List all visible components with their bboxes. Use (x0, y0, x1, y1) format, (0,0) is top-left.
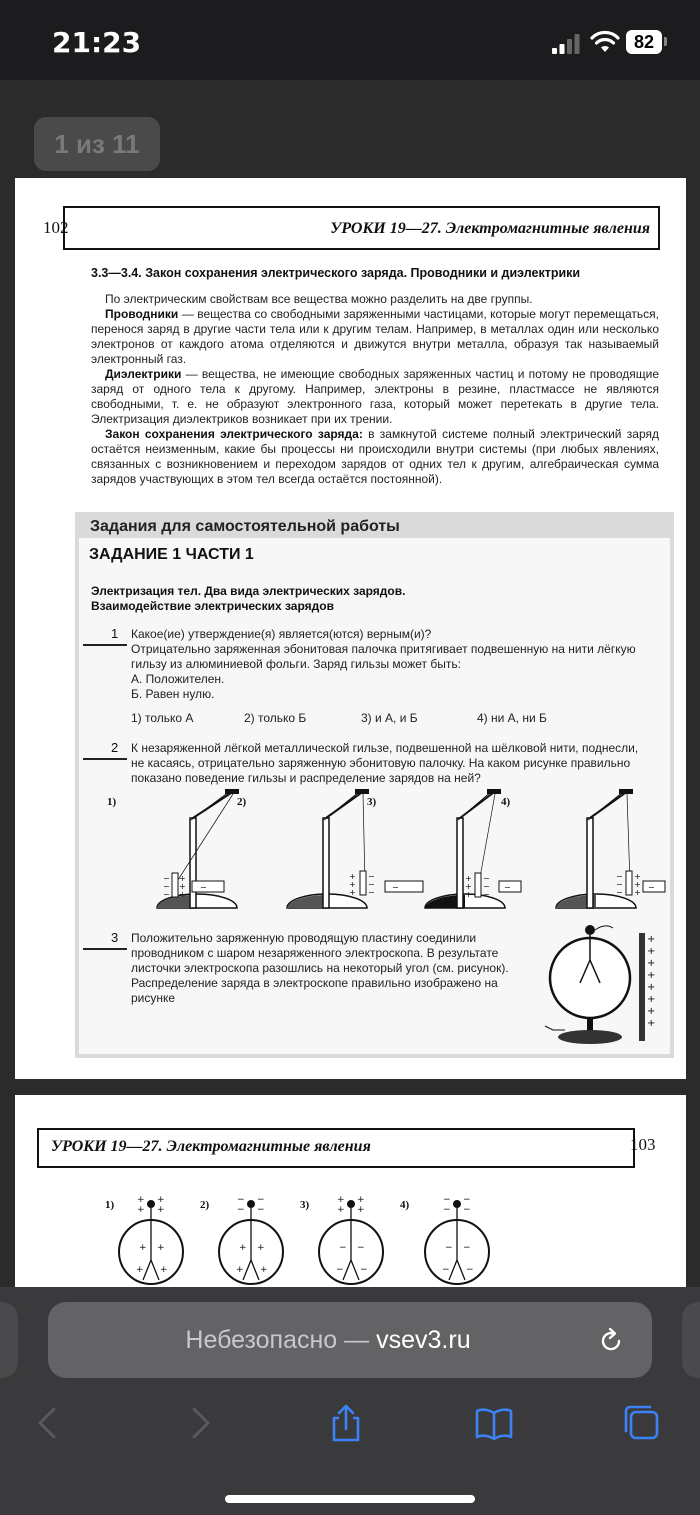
question-1-rule (83, 644, 127, 646)
svg-text:−: − (163, 882, 170, 891)
svg-text:−: − (336, 1265, 344, 1275)
svg-text:+: + (179, 874, 186, 883)
question-1-line: А. Положителен. (131, 672, 225, 686)
svg-text:−: − (257, 1205, 265, 1215)
svg-text:+: + (647, 970, 656, 981)
svg-text:−: − (368, 888, 375, 897)
svg-text:+: + (157, 1195, 165, 1205)
svg-text:+: + (349, 872, 356, 881)
svg-text:−: − (368, 872, 375, 881)
question-3-text (131, 931, 527, 1006)
svg-text:+: + (634, 880, 641, 889)
url-security-label: Небезопасно — (185, 1326, 377, 1354)
figure-label: 1) (107, 796, 117, 808)
svg-text:+: + (157, 1205, 165, 1215)
term-conductors: Проводники (105, 307, 179, 321)
wifi-icon (590, 30, 620, 54)
tabs-icon[interactable] (622, 1403, 662, 1443)
page-number: 103 (630, 1135, 656, 1154)
svg-text:+: + (647, 982, 656, 993)
term-dielectrics: Диэлектрики (105, 367, 182, 381)
svg-text:+: + (337, 1205, 345, 1215)
svg-text:−: − (463, 1243, 471, 1253)
status-bar (0, 0, 700, 80)
svg-text:−: − (443, 1205, 451, 1215)
document-page-103 (15, 1095, 686, 1295)
battery-level: 82 (626, 30, 662, 54)
svg-text:−: − (237, 1195, 245, 1205)
question-3-rule (83, 948, 127, 950)
question-3-number: 3 (111, 930, 119, 945)
svg-text:+: + (160, 1265, 168, 1275)
electroscope-figure (535, 918, 665, 1048)
svg-text:+: + (137, 1205, 145, 1215)
forward-icon[interactable] (180, 1403, 220, 1443)
answer-option: 1) только А (131, 711, 194, 725)
subtopic-line-2: Взаимодействие электрических зарядов (91, 599, 334, 613)
bookmarks-icon[interactable] (474, 1403, 514, 1443)
svg-text:−: − (360, 1265, 368, 1275)
electroscope-option-1 (119, 1195, 183, 1284)
svg-text:−: − (257, 1195, 265, 1205)
svg-text:+: + (357, 1205, 365, 1215)
svg-text:−: − (463, 1195, 471, 1205)
svg-text:+: + (337, 1195, 345, 1205)
battery-cap (664, 37, 667, 46)
svg-text:+: + (647, 1006, 656, 1017)
figure-label: 3) (300, 1199, 310, 1211)
paragraph-law (91, 427, 659, 487)
next-tab-peek[interactable] (682, 1302, 700, 1378)
task-heading: ЗАДАНИЕ 1 ЧАСТИ 1 (89, 546, 254, 563)
page-number: 102 (43, 218, 69, 237)
svg-text:+: + (647, 946, 656, 957)
svg-text:+: + (260, 1265, 268, 1275)
svg-text:−: − (466, 1265, 474, 1275)
svg-text:−: − (445, 1243, 453, 1253)
page-header-title: УРОКИ 19—27. Электромагнитные явления (51, 1138, 371, 1155)
document-page-102 (15, 178, 686, 1079)
electroscope-option-2 (219, 1195, 283, 1284)
svg-text:+: + (179, 882, 186, 891)
svg-text:−: − (237, 1205, 245, 1215)
url-domain: vsev3.ru (376, 1326, 471, 1354)
status-time: 21:23 (52, 26, 142, 59)
svg-text:−: − (483, 890, 490, 899)
svg-text:−: − (200, 883, 207, 892)
svg-text:−: − (442, 1265, 450, 1275)
stand-figures (79, 788, 670, 918)
dielectrics-text: — вещества, не имеющие свободных заряженных частиц и потому не проводящие заряд от одного тела к другому. Например, электроны в резине, пластмассе не являются свободными, т. е. не образуют электронного газа, который может перетекать в другие тела. Электризация диэлектриков возникает при их трении. (91, 367, 659, 426)
question-1-number: 1 (111, 626, 119, 641)
svg-text:−: − (163, 874, 170, 883)
stand-figure-2 (287, 789, 423, 908)
svg-text:+: + (634, 888, 641, 897)
svg-text:+: + (139, 1243, 147, 1253)
page-counter: 1 из 11 (34, 117, 160, 171)
svg-text:−: − (392, 883, 399, 892)
svg-text:−: − (339, 1243, 347, 1253)
electroscope-option-4 (425, 1195, 489, 1284)
svg-text:+: + (465, 874, 472, 883)
svg-text:+: + (137, 1195, 145, 1205)
svg-text:+: + (647, 994, 656, 1005)
question-1-line: Какое(ие) утверждение(я) является(ются) верным(и)? (131, 627, 432, 641)
previous-tab-peek[interactable] (0, 1302, 18, 1378)
figure-label: 1) (105, 1199, 115, 1211)
browser-toolbar (0, 1287, 700, 1515)
svg-text:−: − (616, 880, 623, 889)
reload-icon[interactable] (596, 1326, 626, 1356)
svg-text:+: + (179, 890, 186, 899)
svg-text:+: + (465, 882, 472, 891)
term-law: Закон сохранения электрического заряда: (105, 427, 363, 441)
svg-text:−: − (463, 1205, 471, 1215)
home-indicator[interactable] (225, 1495, 475, 1503)
svg-text:+: + (349, 880, 356, 889)
svg-text:−: − (616, 872, 623, 881)
svg-text:+: + (349, 888, 356, 897)
question-1-line: Б. Равен нулю. (131, 687, 215, 701)
svg-text:+: + (357, 1195, 365, 1205)
section-title: 3.3—3.4. Закон сохранения электрического заряда. Проводники и диэлектрики (91, 266, 581, 280)
share-icon[interactable] (326, 1403, 366, 1443)
address-bar[interactable] (48, 1302, 652, 1378)
svg-text:+: + (236, 1265, 244, 1275)
svg-text:−: − (483, 874, 490, 883)
question-1-line: Отрицательно заряженная эбонитовая палочка притягивает подвешенную на нити лёгкую гильзу из алюминиевой фольги. Заряд гильзы может быть: (131, 642, 636, 671)
question-3-prompt: Распределение заряда в электроскопе правильно изображено на рисунке (131, 976, 498, 1005)
svg-text:−: − (357, 1243, 365, 1253)
figure-label: 4) (400, 1199, 410, 1211)
tasks-content (79, 538, 670, 1054)
svg-text:+: + (634, 872, 641, 881)
paragraph-intro: По электрическим свойствам все вещества можно разделить на две группы. (105, 292, 533, 306)
cellular-signal-icon (552, 34, 580, 54)
url-text[interactable] (48, 1302, 608, 1378)
law-text: в замкнутой системе полный электрический заряд остаётся неизменным, какие бы процессы ни происходили внутри системы (при любых явлениях, связанных с возникновением и переходом зарядов от одних тел к другим, алгебраическая сумма зарядов участвующих в этом тел всегда остаётся постоянной). (91, 427, 659, 486)
question-3-body: Положительно заряженную проводящую пластину соединили проводником с шаром незаряженного электроскопа. В результате листочки электроскопа разошлись на некоторый угол (см. рисунок). (131, 931, 509, 975)
stand-figure-3 (425, 789, 521, 908)
svg-text:+: + (465, 890, 472, 899)
tasks-block (75, 512, 674, 1058)
figure-label: 3) (367, 796, 377, 808)
conductors-text: — вещества со свободными заряженными частицами, которые могут перемещаться, перенося заряд в другие части тела или к другим телам. Например, в металлах один или несколько электронов от каждого атома отделяются и движутся внутри металла, образуя так называемый электронный газ. (91, 307, 659, 366)
electroscope-option-3 (319, 1195, 383, 1284)
figure-label: 2) (200, 1199, 210, 1211)
svg-text:+: + (157, 1243, 165, 1253)
subtopic-title (91, 584, 491, 614)
svg-text:−: − (368, 880, 375, 889)
electroscope-options (15, 1190, 686, 1295)
answer-option: 2) только Б (244, 711, 307, 725)
svg-text:−: − (616, 888, 623, 897)
answer-option: 3) и А, и Б (361, 711, 418, 725)
page-header-title: УРОКИ 19—27. Электромагнитные явления (330, 220, 650, 237)
svg-text:+: + (239, 1243, 247, 1253)
question-2-rule (83, 758, 127, 760)
svg-text:+: + (136, 1265, 144, 1275)
svg-text:−: − (163, 890, 170, 899)
svg-text:+: + (257, 1243, 265, 1253)
back-icon[interactable] (28, 1403, 68, 1443)
svg-text:−: − (504, 883, 511, 892)
svg-text:+: + (647, 1018, 656, 1029)
paragraph-conductors (91, 307, 659, 367)
tasks-title: Задания для самостоятельной работы (90, 518, 400, 535)
figure-label: 2) (237, 796, 247, 808)
svg-text:−: − (443, 1195, 451, 1205)
svg-text:+: + (647, 934, 656, 945)
stand-figure-1 (157, 789, 239, 908)
svg-text:−: − (483, 882, 490, 891)
paragraph-dielectrics (91, 367, 659, 427)
stand-figure-4 (556, 789, 665, 908)
question-2-number: 2 (111, 740, 119, 755)
question-2-text: К незаряженной лёгкой металлической гильзе, подвешенной на шёлковой нити, поднесли, не касаясь, отрицательно заряженную эбонитовую палочку. На каком рисунке правильно показано поведение гильзы и распределение зарядов на ней? (131, 741, 639, 785)
svg-text:−: − (648, 883, 655, 892)
question-1-text (131, 627, 651, 702)
figure-label: 4) (501, 796, 511, 808)
answer-option: 4) ни А, ни Б (477, 711, 547, 725)
svg-text:+: + (647, 958, 656, 969)
subtopic-line-1: Электризация тел. Два вида электрических зарядов. (91, 584, 406, 598)
